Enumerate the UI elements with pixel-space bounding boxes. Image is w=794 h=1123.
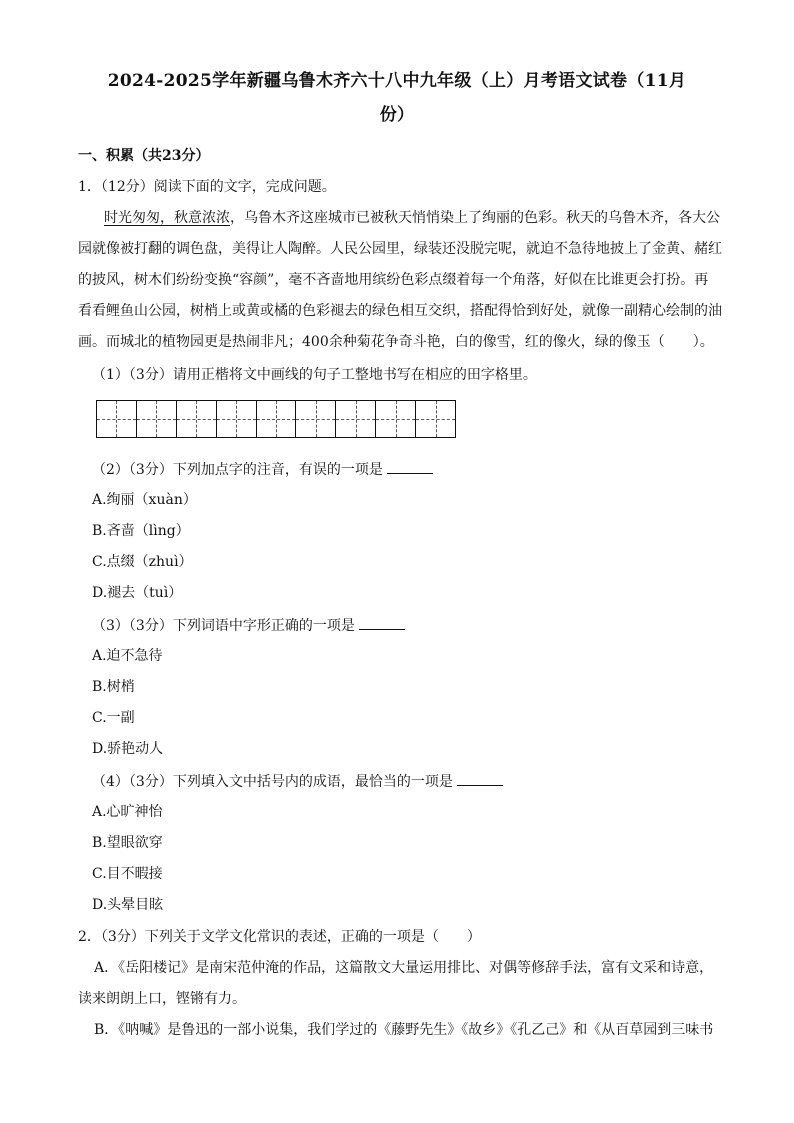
question-2-option-a-line1: A．《岳阳楼记》是南宋范仲淹的作品，这篇散文大量运用排比、对偶等修辞手法，富有文采和诗意，	[94, 960, 714, 976]
option-4b: B.望眼欲穿	[92, 835, 163, 851]
answer-blank[interactable]	[457, 771, 503, 786]
option-2a: A.绚丽（xuàn）	[92, 492, 197, 508]
sub-question-4-text: （4）（3分）下列填入文中括号内的成语，最恰当的一项是	[92, 774, 453, 790]
exam-title-line1: 2024-2025学年新疆乌鲁木齐六十八中九年级（上）月考语文试卷（11月	[107, 71, 687, 91]
passage-line-2: 园就像被打翻的调色盘，美得让人陶醉。人民公园里，绿装还没脱完呢，就迫不急待地披上了金黄、赭红	[78, 241, 722, 257]
option-2b: B.吝啬（lìng）	[92, 523, 190, 539]
grid-cell[interactable]	[336, 401, 376, 437]
section-heading: 一、积累（共23分）	[78, 148, 210, 164]
sub-question-2-text: （2）（3分）下列加点字的注音，有误的一项是	[92, 462, 383, 478]
grid-cell[interactable]	[257, 401, 297, 437]
tianzige-writing-grid[interactable]	[96, 400, 456, 438]
option-4a: A.心旷神怡	[92, 804, 163, 820]
option-2d: D.褪去（tuì）	[92, 585, 183, 601]
grid-cell[interactable]	[177, 401, 217, 437]
sub-question-3-text: （3）（3分）下列词语中字形正确的一项是	[92, 618, 355, 634]
passage-line-1-rest: ，乌鲁木齐这座城市已被秋天悄悄染上了绚丽的色彩。秋天的乌鲁木齐，各大公	[230, 210, 720, 226]
exam-title-line2: 份）	[379, 105, 415, 125]
answer-blank[interactable]	[387, 459, 433, 474]
sub-question-2	[92, 459, 433, 480]
underlined-sentence: 时光匆匆，秋意浓浓	[104, 210, 230, 226]
option-2c: C.点缀（zhuì）	[92, 554, 193, 570]
option-3c: C.一副	[92, 710, 135, 726]
grid-cell[interactable]	[97, 401, 137, 437]
option-4d: D.头晕目眩	[92, 897, 164, 913]
grid-cell[interactable]	[137, 401, 177, 437]
option-3a: A.迫不急待	[92, 648, 163, 664]
question-2-option-a-line2: 读来朗朗上口，铿锵有力。	[78, 991, 246, 1007]
grid-cell[interactable]	[217, 401, 257, 437]
passage-line-5: 画。而城北的植物园更是热闹非凡；400余种菊花争奇斗艳，白的像雪，红的像火，绿的像玉（ ）。	[78, 334, 714, 350]
option-3b: B.树梢	[92, 679, 135, 695]
question-1-stem: 1．（12分）阅读下面的文字，完成问题。	[78, 179, 336, 195]
sub-question-4	[92, 771, 503, 792]
exam-title	[70, 64, 724, 132]
sub-question-3	[92, 615, 405, 636]
sub-question-1: （1）（3分）请用正楷将文中画线的句子工整地书写在相应的田字格里。	[92, 367, 537, 383]
grid-cell[interactable]	[296, 401, 336, 437]
question-2-option-b-line1: B．《呐喊》是鲁迅的一部小说集，我们学过的《藤野先生》《故乡》《孔乙己》和《从百草园到三味书	[94, 1022, 714, 1038]
option-4c: C.目不暇接	[92, 866, 163, 882]
answer-blank[interactable]	[359, 615, 405, 630]
passage-line-4: 看看鲤鱼山公园，树梢上或黄或橘的色彩褪去的绿色相互交织，搭配得恰到好处，就像一副精心绘制的油	[78, 303, 722, 319]
grid-cell[interactable]	[416, 401, 455, 437]
option-3d: D.骄艳动人	[92, 741, 164, 757]
passage-line-1	[104, 208, 720, 228]
question-2-stem: 2．（3分）下列关于文学文化常识的表述，正确的一项是（ ）	[78, 929, 481, 945]
grid-cell[interactable]	[376, 401, 416, 437]
passage-line-3: 的披风，树木们纷纷变换“容颜”，毫不吝啬地用缤纷色彩点缀着每一个角落，好似在比谁更会打扮。再	[78, 272, 709, 288]
